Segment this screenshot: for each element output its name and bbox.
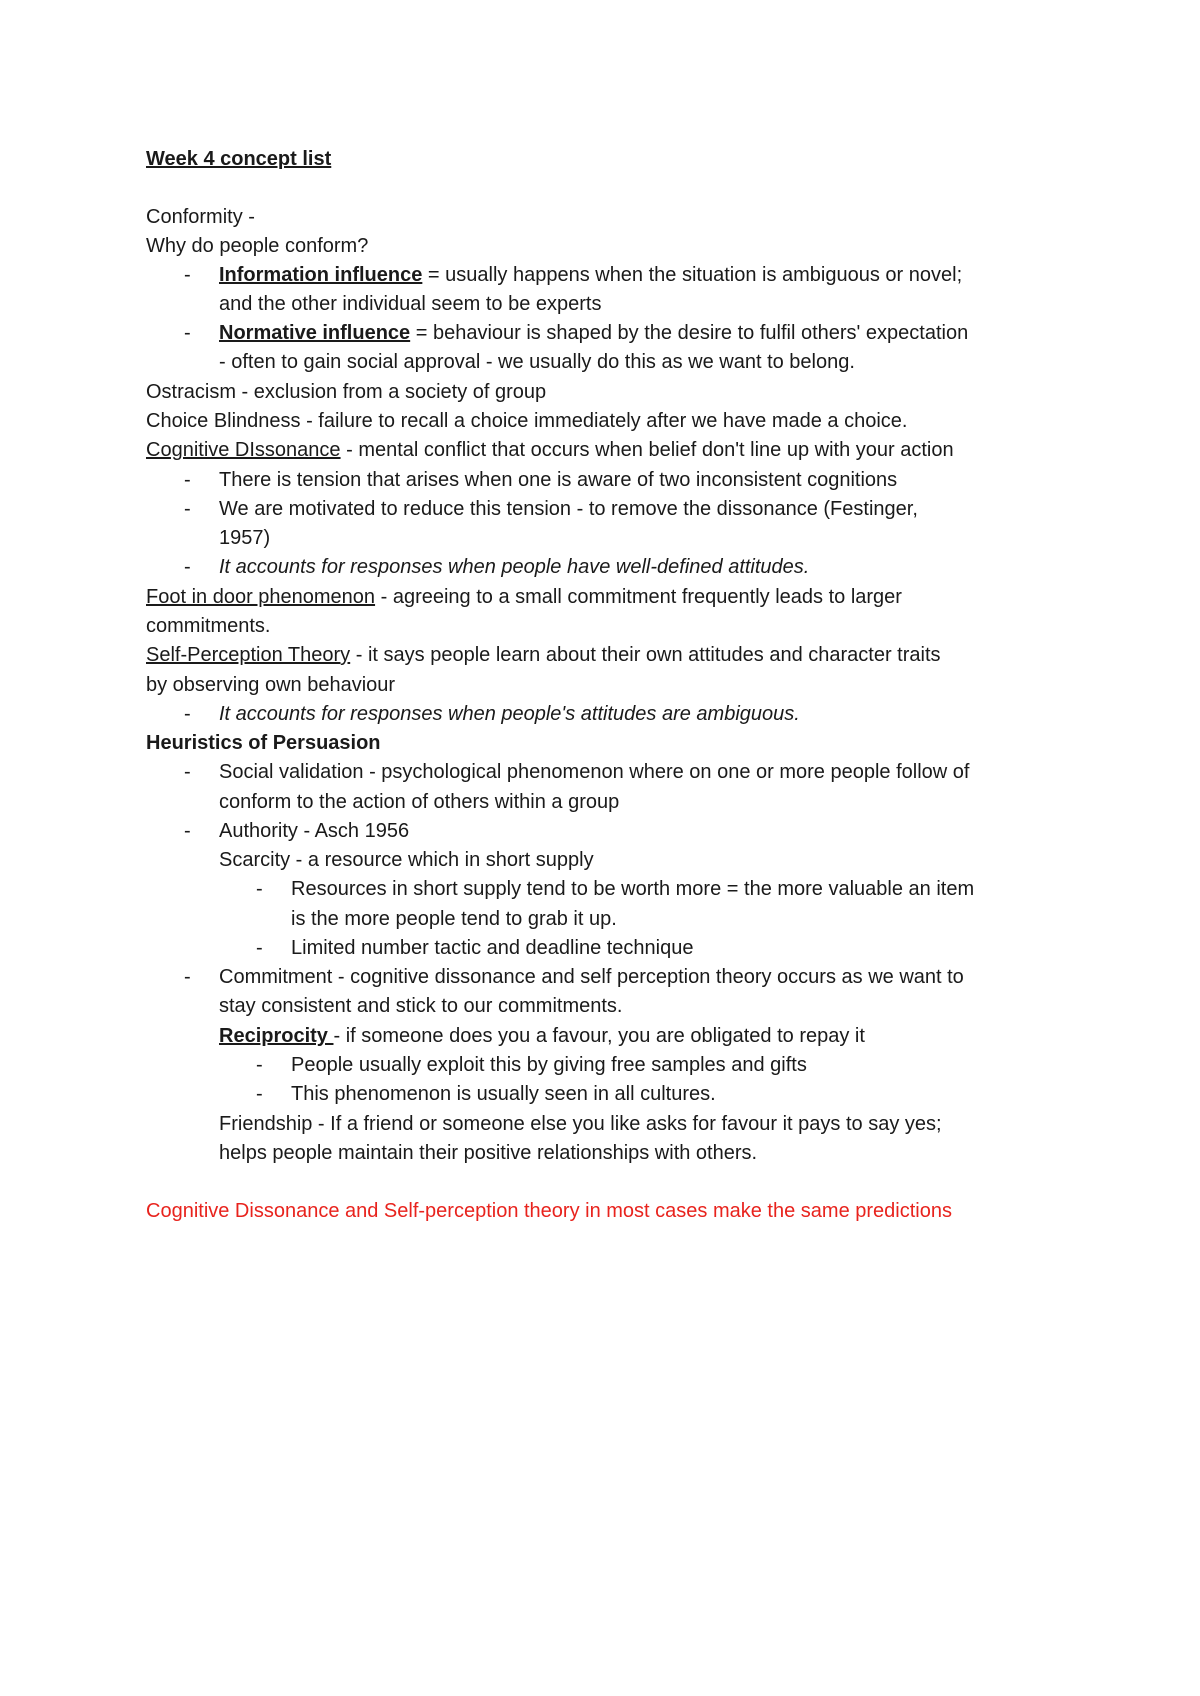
normative-influence-term: Normative influence	[219, 322, 411, 344]
friendship-cont: helps people maintain their positive relationships with others.	[219, 1142, 758, 1164]
conformity-question: Why do people conform?	[146, 235, 369, 257]
normative-influence-text: = behaviour is shaped by the desire to fulfil others' expectation	[410, 322, 969, 344]
foot-in-door-cont: commitments.	[146, 615, 271, 637]
reciprocity-line	[219, 1024, 865, 1048]
dissonance-bullet-1: There is tension that arises when one is aware of two inconsistent cognitions	[219, 469, 898, 491]
bullet-dash: -	[184, 322, 191, 344]
bullet-dash: -	[256, 1083, 263, 1105]
dissonance-bullet-2: We are motivated to reduce this tension - to remove the dissonance (Festinger,	[219, 498, 918, 520]
conclusion-note: Cognitive Dissonance and Self-perception theory in most cases make the same predictions	[146, 1200, 952, 1222]
authority-line: Authority - Asch 1956	[219, 820, 410, 842]
scarcity-bullet-1: Resources in short supply tend to be worth more = the more valuable an item	[291, 878, 975, 900]
reciprocity-bullet-2: This phenomenon is usually seen in all cultures.	[291, 1083, 716, 1105]
social-validation-line: Social validation - psychological phenomenon where on one or more people follow of	[219, 761, 970, 783]
information-influence-text: = usually happens when the situation is ambiguous or novel;	[422, 264, 963, 286]
self-perception-text: - it says people learn about their own attitudes and character traits	[350, 644, 941, 666]
commitment-line: Commitment - cognitive dissonance and self perception theory occurs as we want to	[219, 966, 964, 988]
bullet-dash: -	[184, 469, 191, 491]
cognitive-dissonance-term: Cognitive DIssonance	[146, 439, 341, 461]
self-perception-cont: by observing own behaviour	[146, 674, 396, 696]
bullet-dash: -	[184, 820, 191, 842]
self-perception-line	[146, 643, 941, 667]
bullet-dash: -	[256, 1054, 263, 1076]
foot-in-door-line	[146, 585, 902, 609]
information-influence-line	[219, 263, 962, 287]
bullet-dash: -	[184, 498, 191, 520]
foot-in-door-text: - agreeing to a small commitment frequently leads to larger	[375, 586, 902, 608]
scarcity-line: Scarcity - a resource which in short supply	[219, 849, 594, 871]
reciprocity-text: - if someone does you a favour, you are obligated to repay it	[333, 1025, 865, 1047]
foot-in-door-term: Foot in door phenomenon	[146, 586, 376, 608]
document-title: Week 4 concept list	[146, 148, 332, 170]
bullet-dash: -	[184, 761, 191, 783]
heuristics-heading: Heuristics of Persuasion	[146, 732, 381, 754]
friendship-line: Friendship - If a friend or someone else you like asks for favour it pays to say yes;	[219, 1113, 942, 1135]
reciprocity-term: Reciprocity	[219, 1025, 334, 1047]
dissonance-bullet-2-cont: 1957)	[219, 527, 271, 549]
bullet-dash: -	[184, 966, 191, 988]
cognitive-dissonance-line	[146, 438, 954, 462]
commitment-cont: stay consistent and stick to our commitments.	[219, 995, 623, 1017]
reciprocity-bullet-1: People usually exploit this by giving free samples and gifts	[291, 1054, 807, 1076]
ostracism-line: Ostracism - exclusion from a society of group	[146, 381, 547, 403]
normative-influence-line	[219, 321, 968, 345]
social-validation-cont: conform to the action of others within a group	[219, 791, 620, 813]
bullet-dash: -	[256, 878, 263, 900]
dissonance-bullet-3: It accounts for responses when people have well-defined attitudes.	[219, 556, 810, 578]
bullet-dash: -	[184, 703, 191, 725]
cognitive-dissonance-text: - mental conflict that occurs when belief don't line up with your action	[340, 439, 954, 461]
bullet-dash: -	[256, 937, 263, 959]
bullet-dash: -	[184, 556, 191, 578]
self-perception-term: Self-Perception Theory	[146, 644, 351, 666]
scarcity-bullet-2: Limited number tactic and deadline technique	[291, 937, 694, 959]
scarcity-bullet-1-cont: is the more people tend to grab it up.	[291, 908, 617, 930]
normative-influence-cont: - often to gain social approval - we usually do this as we want to belong.	[219, 351, 855, 373]
information-influence-term: Information influence	[219, 264, 423, 286]
choice-blindness-line: Choice Blindness - failure to recall a choice immediately after we have made a choice.	[146, 410, 908, 432]
self-perception-bullet-1: It accounts for responses when people's attitudes are ambiguous.	[219, 703, 800, 725]
information-influence-cont: and the other individual seem to be experts	[219, 293, 602, 315]
conformity-heading: Conformity -	[146, 206, 255, 228]
bullet-dash: -	[184, 264, 191, 286]
